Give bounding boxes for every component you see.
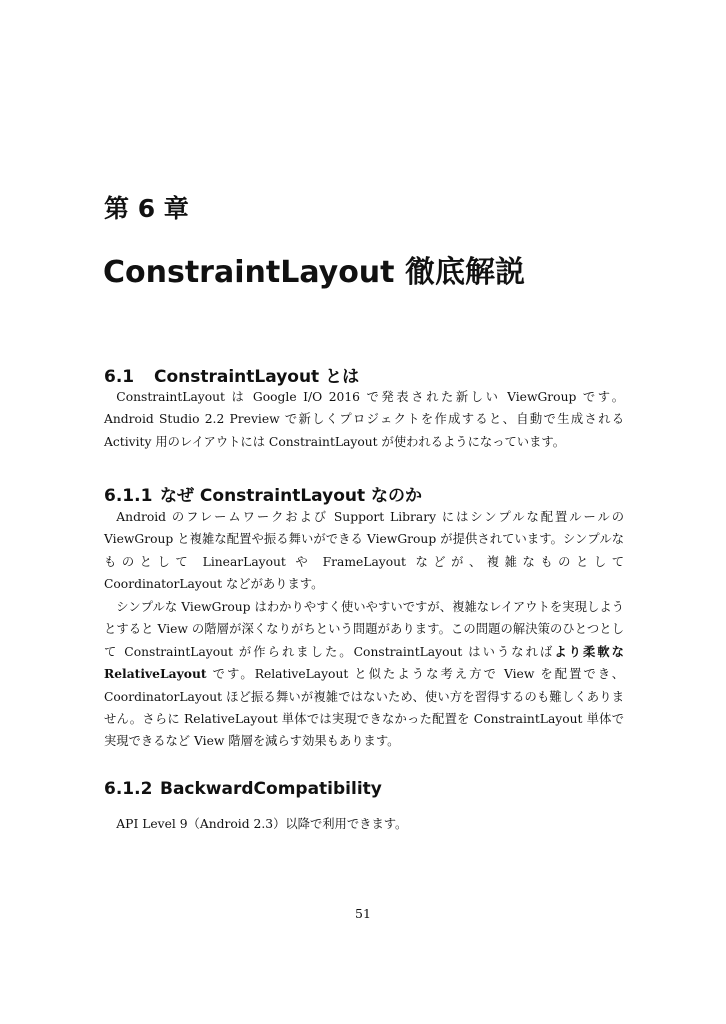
emphasis-text: より柔軟な bbox=[554, 643, 624, 659]
emphasis-relativelayout: RelativeLayout bbox=[104, 666, 207, 682]
chapter-label: 第 6 章 bbox=[104, 194, 189, 223]
section-6-1-1-paragraph-2 bbox=[104, 596, 624, 753]
section-6-1-2-paragraph: API Level 9（Android 2.3）以降で利用できます。 bbox=[116, 817, 408, 831]
paragraph-text: シンプルな ViewGroup はわかりやすく使いやすいですが、複雑なレイアウトを実現しようとすると View の階層が深くなりがちという問題があります。この問題の解決策のひとつとして ConstraintLayout が作られました。ConstraintLayout はいうなれば bbox=[104, 600, 624, 659]
section-6-1-paragraph: ConstraintLayout は Google I/O 2016 で発表された新しい ViewGroup です。Android Studio 2.2 Preview で新しくプロジェクトを作成すると、自動で生成される Activity 用のレイアウトには ConstraintLayout が使われるようになっています。 bbox=[104, 390, 624, 449]
subsection-number: 6.1.2 bbox=[104, 779, 153, 799]
subsection-title: なぜ ConstraintLayout なのか bbox=[160, 486, 423, 506]
section-heading-6-1-2 bbox=[104, 777, 382, 801]
paragraph-text: です。RelativeLayout と似たような考え方で View を配置でき、CoordinatorLayout ほど振る舞いが複雑ではないため、使い方を習得するのも難しくありません。さらに RelativeLayout 単体では実現できなかった配置を ConstraintLayout 単体で実現できるなど View 階層を減らす効果もあります。 bbox=[104, 667, 624, 749]
section-6-1-1-paragraph-1: Android のフレームワークおよび Support Library にはシンプルな配置ルールの ViewGroup と複雑な配置や振る舞いができる ViewGroup が提供されています。シンプルなものとして LinearLayout や FrameLayout などが、複雑なものとして CoordinatorLayout などがあります。 bbox=[104, 510, 624, 592]
page-number: 51 bbox=[355, 906, 371, 921]
chapter-title: ConstraintLayout 徹底解説 bbox=[103, 255, 525, 290]
subsection-number: 6.1.1 bbox=[104, 486, 153, 506]
section-heading-6-1-1 bbox=[104, 484, 422, 508]
section-title: ConstraintLayout とは bbox=[154, 367, 360, 387]
section-number: 6.1 bbox=[104, 367, 135, 387]
subsection-title: BackwardCompatibility bbox=[160, 779, 382, 799]
